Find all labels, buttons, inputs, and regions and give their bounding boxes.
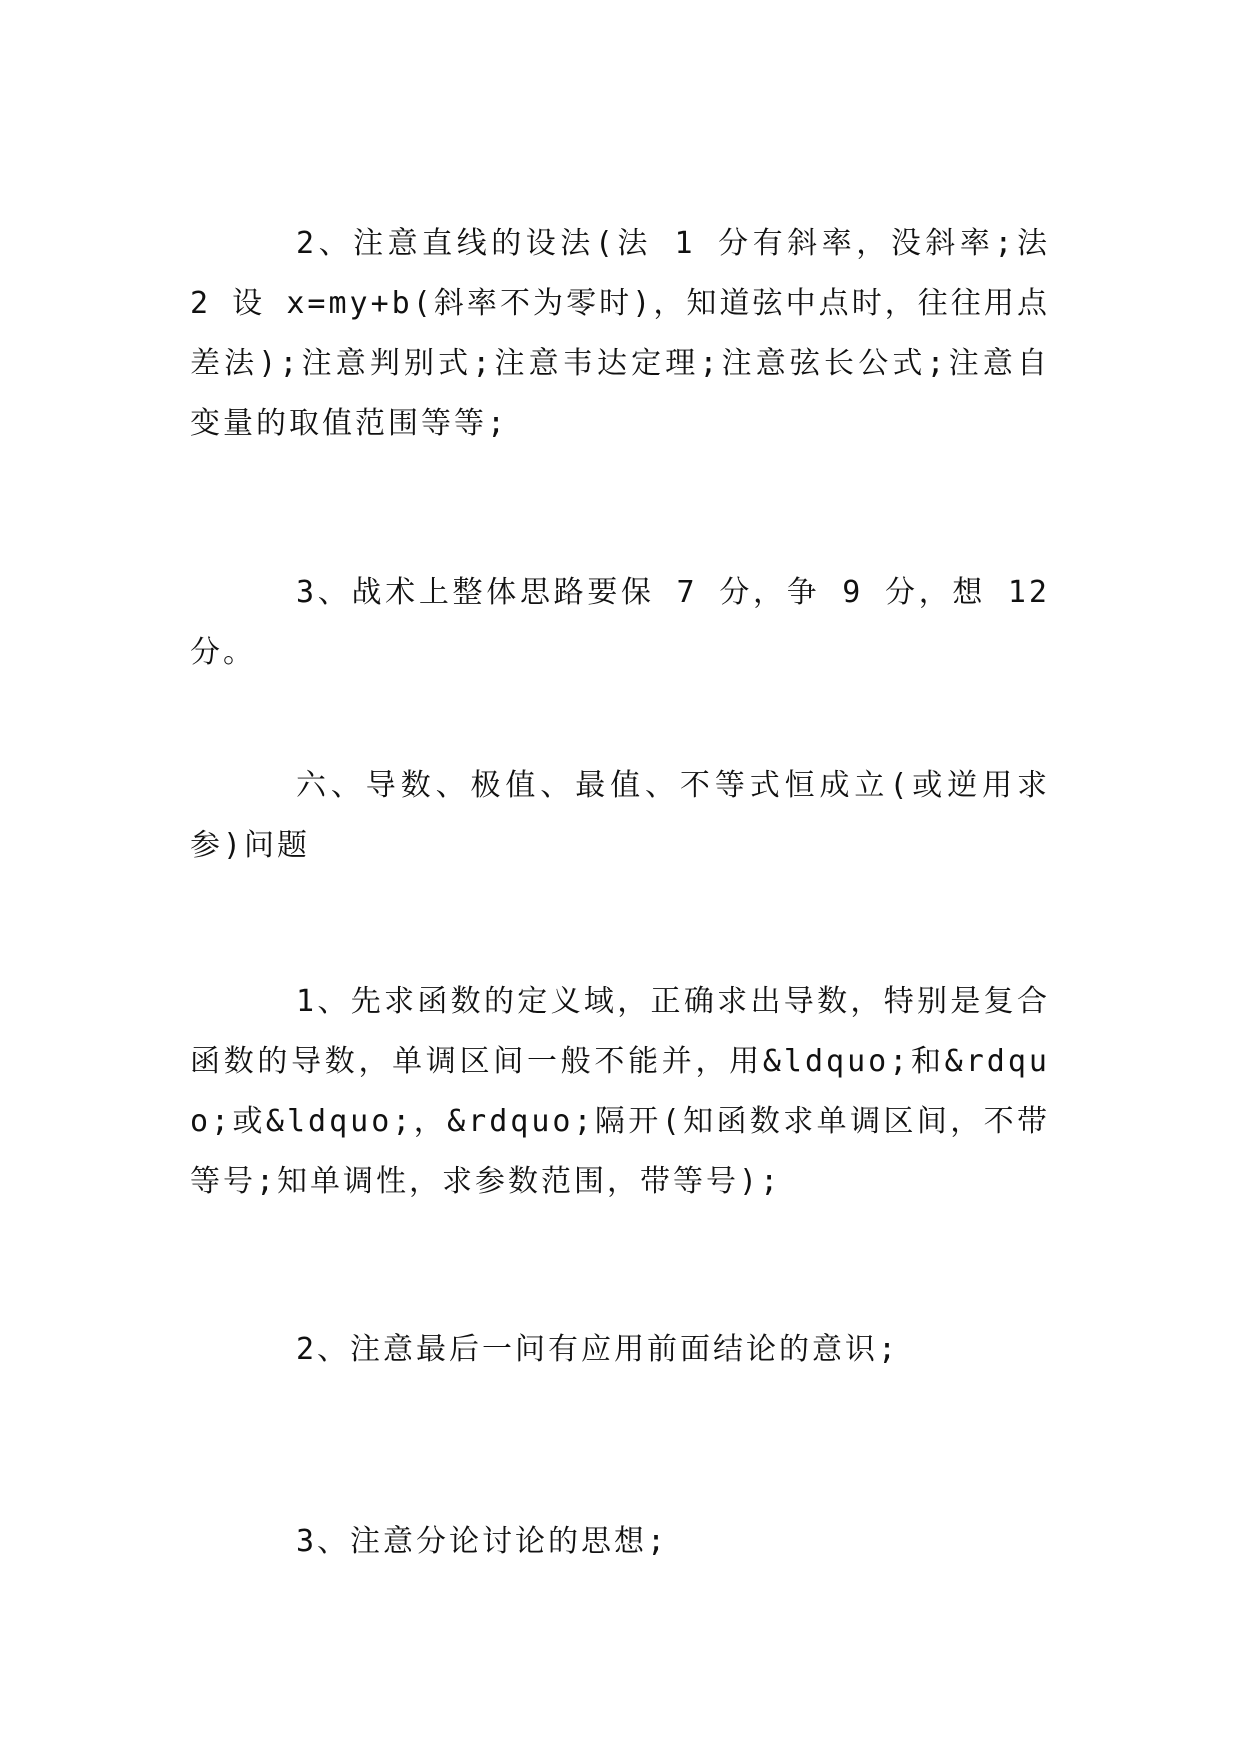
paragraph-tactics: 3、战术上整体思路要保 7 分，争 9 分，想 12 分。: [190, 575, 1050, 670]
paragraph-apply-conclusions: 2、注意最后一问有应用前面结论的意识;: [296, 1332, 900, 1367]
paragraph-domain-derivative: 1、先求函数的定义域，正确求出导数，特别是复合函数的导数，单调区间一般不能并，用&ldquo;和&rdquo;或&ldquo;，&rdquo;隔开(知函数求单调区间，不带等号;知单调性，求参数范围，带等号);: [190, 984, 1050, 1199]
section-heading-derivatives: 六、导数、极值、最值、不等式恒成立(或逆用求参)问题: [190, 768, 1050, 863]
paragraph-case-discussion: 3、注意分论讨论的思想;: [296, 1524, 669, 1559]
paragraph-line-setting: 2、注意直线的设法(法 1 分有斜率，没斜率;法 2 设 x=my+b(斜率不为零时)，知道弦中点时，往往用点差法);注意判别式;注意韦达定理;注意弦长公式;注意自变量的取值范围等等;: [190, 226, 1050, 441]
